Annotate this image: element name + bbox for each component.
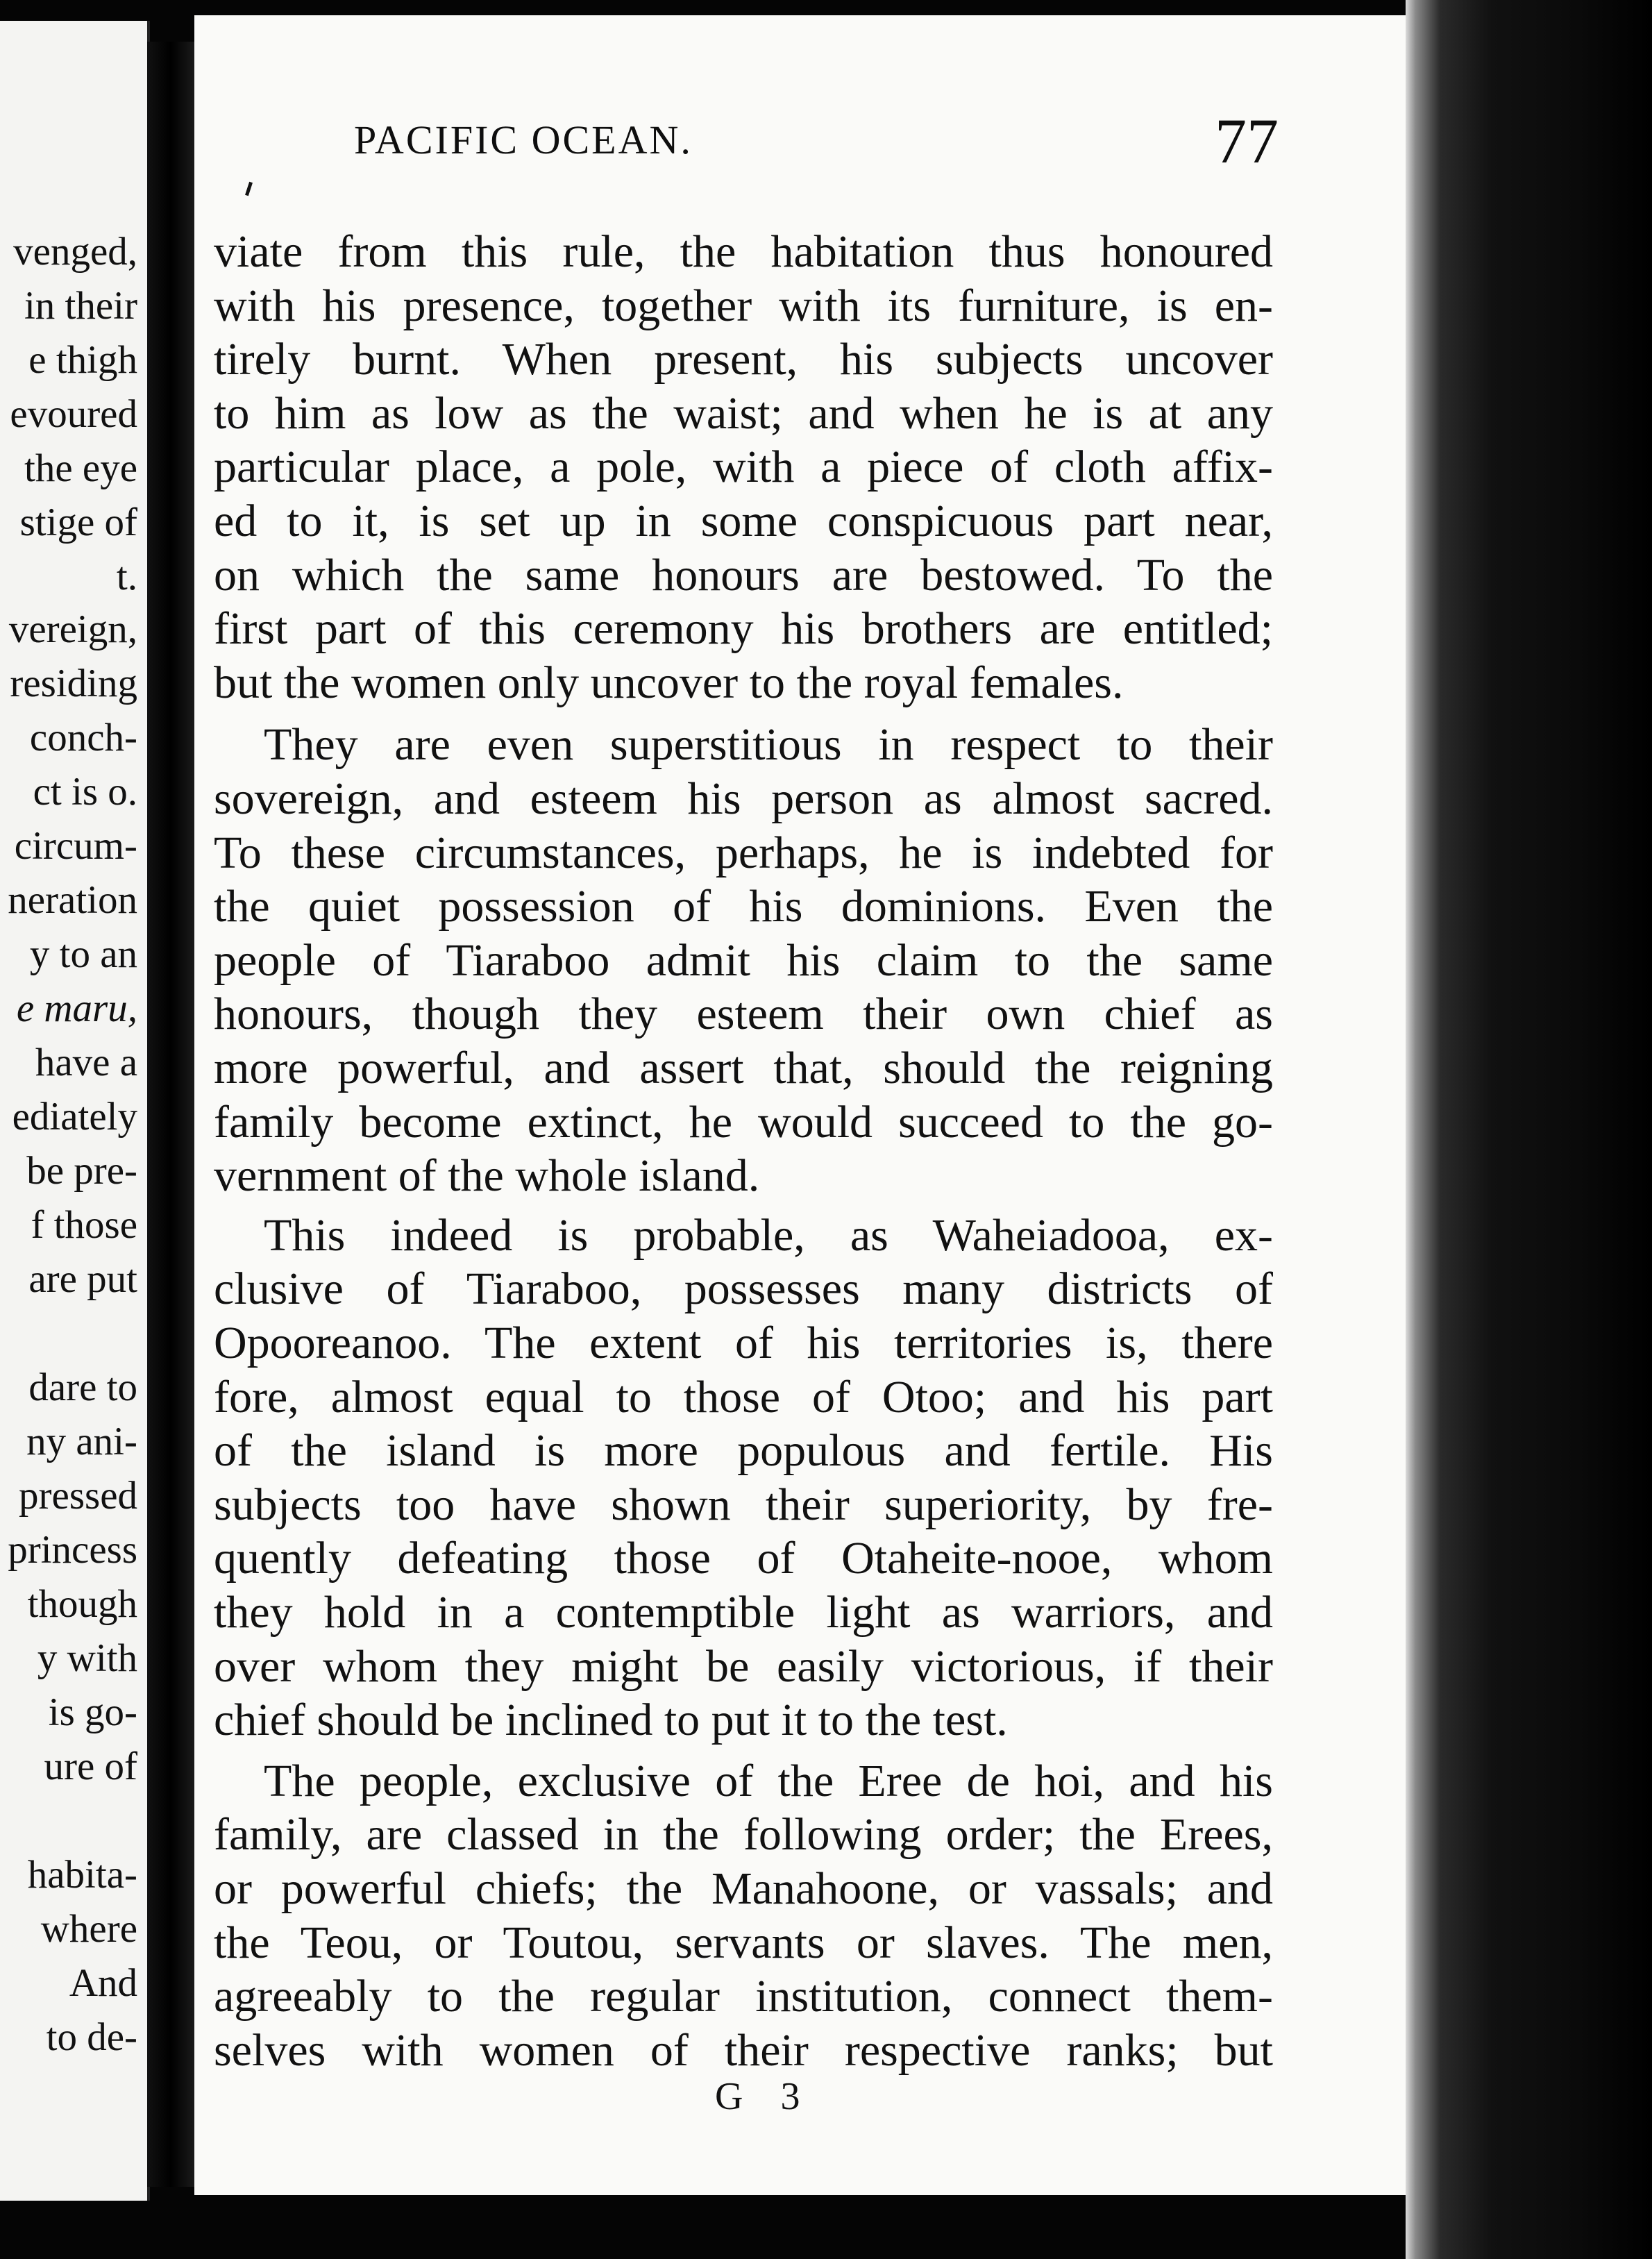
signature-mark: G 3 <box>715 2075 814 2118</box>
left-fragment-line: vereign, <box>8 607 137 651</box>
left-fragment-line: where <box>40 1907 137 1951</box>
left-fragment-line: neration <box>8 878 137 922</box>
body-line: subjects too have shown their superiority, by fre- <box>214 1479 1273 1530</box>
body-line: over whom they might be easily victorious, if their <box>214 1641 1273 1692</box>
left-fragment-line: pressed <box>19 1474 137 1518</box>
left-fragment-line: residing <box>10 662 137 705</box>
body-line: quently defeating those of Otaheite-nooe, whom <box>214 1533 1273 1584</box>
body-line: on which the same honours are bestowed. To the <box>214 550 1273 601</box>
body-line: agreeably to the regular institution, connect them- <box>214 1971 1273 2022</box>
body-line: clusive of Tiaraboo, possesses many districts of <box>214 1263 1273 1314</box>
left-fragment-line: ure of <box>44 1745 137 1788</box>
left-fragment-line: though <box>27 1582 137 1626</box>
left-page-fragment <box>0 21 150 2201</box>
body-line: tirely burnt. When present, his subjects uncover <box>214 334 1273 385</box>
body-line: ed to it, is set up in some conspicuous part near, <box>214 496 1273 546</box>
body-line: the Teou, or Toutou, servants or slaves. The men, <box>214 1917 1273 1968</box>
left-fragment-line: evoured <box>10 392 137 436</box>
left-fragment-line: venged, <box>13 230 137 274</box>
body-line: more powerful, and assert that, should the reigning <box>214 1043 1273 1093</box>
body-line: or powerful chiefs; the Manahoone, or vassals; and <box>214 1863 1273 1914</box>
body-line: but the women only uncover to the royal females. <box>214 657 1124 708</box>
body-line: selves with women of their respective ranks; but <box>214 2025 1273 2076</box>
body-line: vernment of the whole island. <box>214 1150 760 1201</box>
body-line: viate from this rule, the habitation thus honoured <box>214 226 1273 277</box>
book-gutter <box>147 42 194 2187</box>
body-line: family, are classed in the following order; the Erees, <box>214 1809 1273 1860</box>
left-fragment-line: ediately <box>12 1095 137 1139</box>
left-fragment-line: in their <box>24 284 137 328</box>
left-fragment-line: t. <box>116 555 137 598</box>
left-fragment-line: y with <box>37 1636 137 1680</box>
body-line: family become extinct, he would succeed to the go- <box>214 1097 1273 1148</box>
left-fragment-line: are put <box>28 1257 137 1301</box>
page-number: 77 <box>1215 106 1279 176</box>
left-fragment-line: to de- <box>46 2015 137 2059</box>
body-line: chief should be inclined to put it to the test. <box>214 1695 1008 1745</box>
left-fragment-line: ny ani- <box>26 1420 137 1463</box>
body-line: To these circumstances, perhaps, he is indebted for <box>214 828 1273 878</box>
body-line: with his presence, together with its furniture, is en- <box>214 280 1273 331</box>
body-line: to him as low as the waist; and when he is at any <box>214 388 1273 439</box>
left-fragment-line: e thigh <box>28 338 137 382</box>
body-line: Opooreanoo. The extent of his territories is, there <box>214 1318 1273 1368</box>
body-line: The people, exclusive of the Eree de hoi, and his <box>264 1756 1273 1806</box>
body-line: sovereign, and esteem his person as almost sacred. <box>214 773 1273 824</box>
left-fragment-line: circum- <box>14 824 137 868</box>
left-fragment-line: princess <box>8 1528 137 1572</box>
body-line: honours, though they esteem their own chief as <box>214 989 1273 1039</box>
body-line: They are even superstitious in respect to their <box>264 719 1273 770</box>
left-fragment-line: ct is o. <box>33 770 137 814</box>
body-line: of the island is more populous and fertile. His <box>214 1425 1273 1476</box>
left-fragment-line: the eye <box>24 446 137 490</box>
body-line: fore, almost equal to those of Otoo; and his part <box>214 1372 1273 1422</box>
body-line: particular place, a pole, with a piece of cloth affix- <box>214 442 1273 492</box>
left-fragment-line: conch- <box>29 716 137 759</box>
body-line: they hold in a contemptible light as warriors, and <box>214 1587 1273 1638</box>
book-fore-edge <box>1406 0 1652 2259</box>
left-fragment-line: y to an <box>29 932 137 976</box>
body-line: the quiet possession of his dominions. Even the <box>214 881 1273 932</box>
left-fragment-line: have a <box>35 1041 137 1084</box>
left-fragment-line: be pre- <box>26 1149 137 1193</box>
left-fragment-line: is go- <box>48 1690 137 1734</box>
left-fragment-line: And <box>69 1961 137 2005</box>
left-fragment-line: e maru, <box>16 986 137 1030</box>
left-fragment-line: habita- <box>27 1853 137 1897</box>
left-fragment-line: dare to <box>28 1366 137 1409</box>
left-fragment-line: f those <box>31 1203 137 1247</box>
left-fragment-line: stige of <box>19 501 137 544</box>
body-line: first part of this ceremony his brothers are entitled; <box>214 603 1273 654</box>
body-line: This indeed is probable, as Waheiadooa, ex- <box>264 1210 1273 1261</box>
body-line: people of Tiaraboo admit his claim to the same <box>214 935 1273 986</box>
running-title: PACIFIC OCEAN. <box>354 117 693 162</box>
